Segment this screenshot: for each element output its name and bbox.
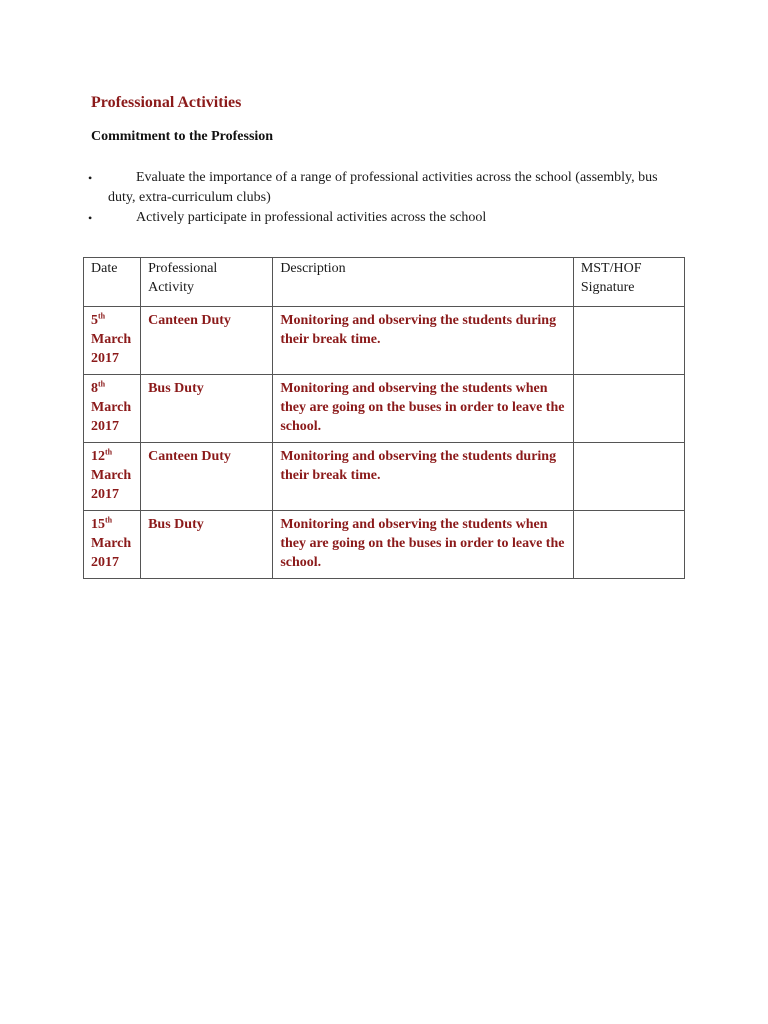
list-item — [88, 208, 688, 228]
signature-cell — [573, 511, 684, 579]
header-signature: MST/HOF Signature — [573, 258, 684, 307]
description-cell: Monitoring and observing the students when they are going on the buses in order to leave the school. — [273, 375, 574, 443]
table-row — [84, 307, 685, 375]
activity-cell: Bus Duty — [141, 375, 273, 443]
date-suffix: th — [98, 379, 106, 389]
date-year: 2017 — [91, 487, 119, 502]
description-cell: Monitoring and observing the students when they are going on the buses in order to leave the school. — [273, 511, 574, 579]
date-month: March — [91, 400, 132, 415]
date-cell — [84, 307, 141, 375]
activity-cell: Bus Duty — [141, 511, 273, 579]
date-suffix: th — [105, 515, 113, 525]
header-date: Date — [84, 258, 141, 307]
bullet-icon: • — [88, 211, 93, 225]
date-suffix: th — [105, 447, 113, 457]
bullet-icon: • — [88, 171, 93, 185]
objectives-list — [88, 168, 688, 228]
description-cell: Monitoring and observing the students during their break time. — [273, 443, 574, 511]
activities-table — [83, 257, 685, 579]
list-item — [88, 168, 688, 208]
activity-cell: Canteen Duty — [141, 443, 273, 511]
header-activity: Professional Activity — [141, 258, 273, 307]
date-year: 2017 — [91, 351, 119, 366]
date-year: 2017 — [91, 555, 119, 570]
date-cell — [84, 375, 141, 443]
table-row — [84, 443, 685, 511]
date-day: 5 — [91, 313, 98, 328]
date-day: 8 — [91, 381, 98, 396]
signature-cell — [573, 443, 684, 511]
date-day: 12 — [91, 449, 105, 464]
activity-cell: Canteen Duty — [141, 307, 273, 375]
date-cell — [84, 511, 141, 579]
date-cell — [84, 443, 141, 511]
table-row — [84, 375, 685, 443]
date-month: March — [91, 468, 132, 483]
header-description: Description — [273, 258, 574, 307]
date-day: 15 — [91, 517, 105, 532]
date-month: March — [91, 536, 132, 551]
table-row — [84, 511, 685, 579]
date-month: March — [91, 332, 132, 347]
section-subtitle: Commitment to the Profession — [91, 129, 274, 144]
description-cell: Monitoring and observing the students during their break time. — [273, 307, 574, 375]
signature-cell — [573, 375, 684, 443]
page-title: Professional Activities — [91, 94, 242, 111]
table-header-row — [84, 258, 685, 307]
objective-text: Evaluate the importance of a range of professional activities across the school (assembly, bus duty, extra-curriculum clubs) — [108, 170, 658, 205]
date-suffix: th — [98, 311, 106, 321]
objective-text: Actively participate in professional activities across the school — [136, 210, 487, 225]
signature-cell — [573, 307, 684, 375]
date-year: 2017 — [91, 419, 119, 434]
